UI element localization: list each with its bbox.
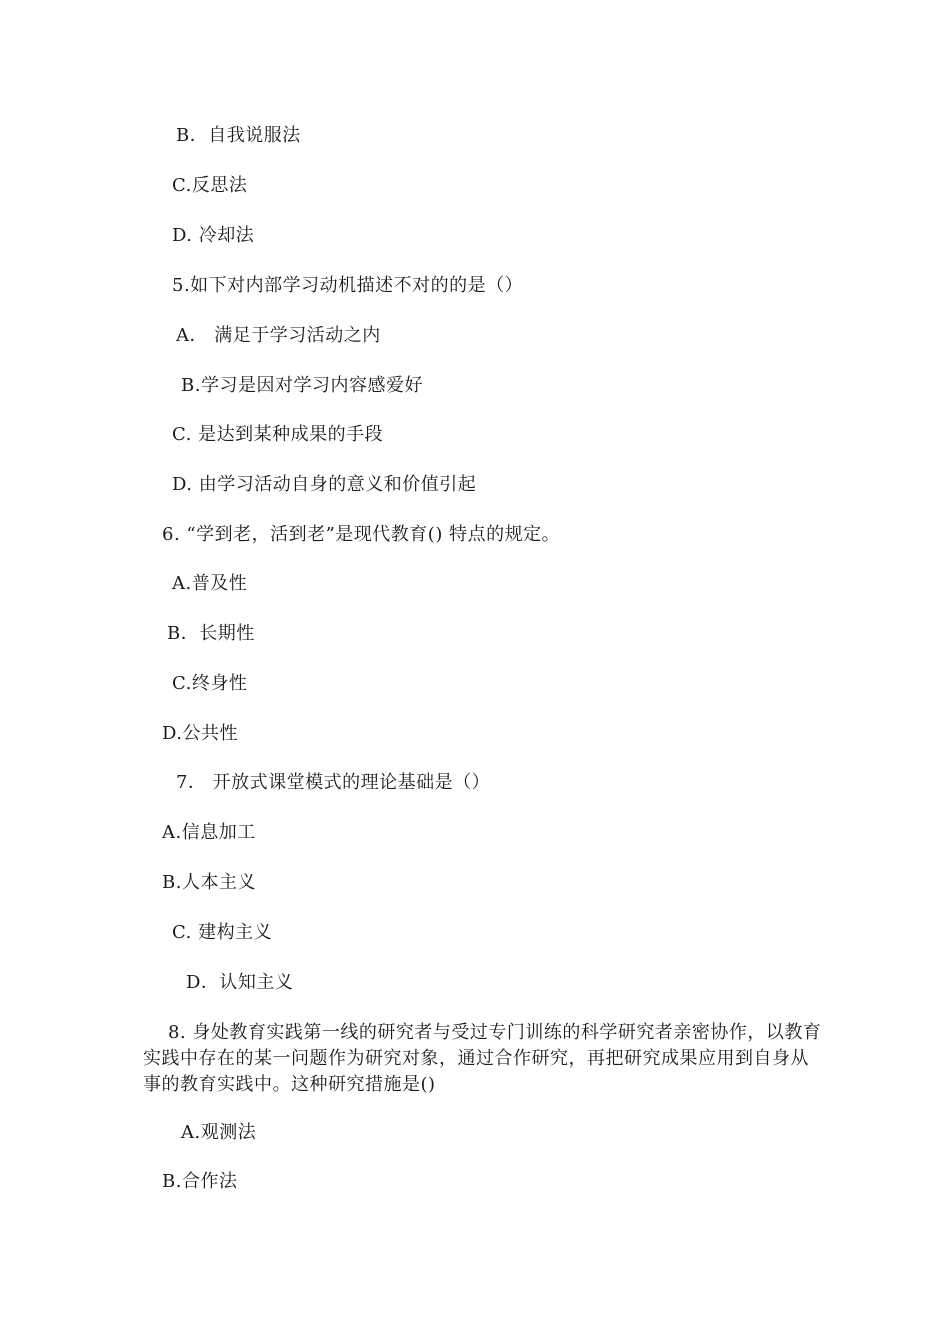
- q6-option-d: D.公共性: [162, 723, 239, 744]
- q4-option-d: D. 冷却法: [172, 225, 255, 246]
- q5-option-b: B.学习是因对学习内容感爱好: [181, 375, 423, 396]
- q8-option-a: A.观测法: [181, 1122, 257, 1143]
- q5-option-d: D. 由学习活动自身的意义和价值引起: [172, 474, 477, 495]
- q4-option-b: B．自我说服法: [176, 125, 301, 146]
- q7-option-a: A.信息加工: [162, 822, 256, 843]
- q7-option-d: D．认知主义: [186, 972, 294, 993]
- q8-option-b: B.合作法: [162, 1171, 238, 1192]
- q6-option-b: B．长期性: [167, 623, 255, 644]
- q4-option-c: C.反思法: [172, 175, 248, 196]
- q7-option-b: B.人本主义: [162, 872, 256, 893]
- q7-stem: 7． 开放式课堂模式的理论基础是（）: [176, 772, 491, 793]
- q6-option-a: A.普及性: [172, 573, 248, 594]
- q5-option-c: C. 是达到某种成果的手段: [172, 424, 384, 445]
- q7-option-c: C. 建构主义: [172, 922, 273, 943]
- q8-stem: 8. 身处教育实践第一线的研究者与受过专门训练的科学研究者亲密协作，以教育实践中存在的某一问题作为研究对象，通过合作研究，再把研究成果应用到自身从事的教育实践中。这种研究措施是(): [143, 1022, 822, 1095]
- q5-option-a: A． 满足于学习活动之内: [176, 325, 381, 346]
- q6-stem: 6. “学到老，活到老”是现代教育() 特点的规定。: [162, 524, 561, 545]
- q5-stem: 5.如下对内部学习动机描述不对的的是（）: [172, 275, 524, 296]
- q6-option-c: C.终身性: [172, 673, 248, 694]
